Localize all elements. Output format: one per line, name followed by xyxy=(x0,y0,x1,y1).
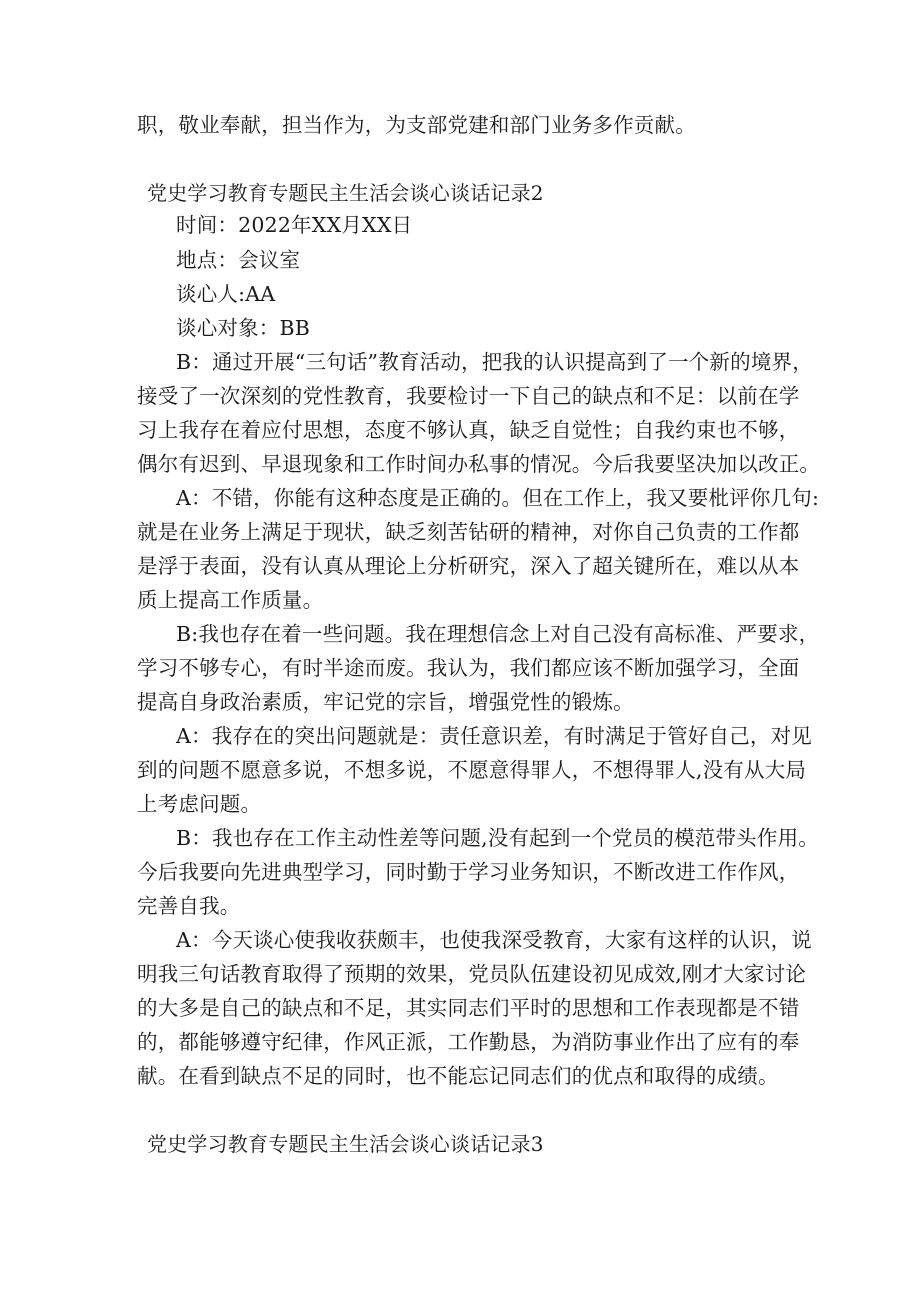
speaker: 谈心人:AA xyxy=(176,282,276,306)
paragraph-3-line: 提高自身政治素质，牢记党的宗旨，增强党性的锻炼。 xyxy=(137,690,634,714)
meeting-place: 地点：会议室 xyxy=(176,248,301,272)
paragraph-1-line: 偶尔有迟到、早退现象和工作时间办私事的情况。今后我要坚决加以改正。 xyxy=(137,452,821,476)
section-2-title: 党史学习教育专题民主生活会谈心谈话记录2 xyxy=(147,181,544,205)
section-3-title: 党史学习教育专题民主生活会谈心谈话记录3 xyxy=(147,1132,544,1156)
paragraph-6-line: 明我三句话教育取得了预期的效果，党员队伍建设初见成效,刚才大家讨论 xyxy=(137,962,807,986)
paragraph-5-line: 今后我要向先进典型学习，同时勤于学习业务知识，不断改进工作作风， xyxy=(137,860,800,884)
paragraph-2-line: 就是在业务上满足于现状，缺乏刻苦钻研的精神，对你自己负责的工作都 xyxy=(137,520,800,544)
paragraph-4-line: A：我存在的突出问题就是：责任意识差，有时满足于管好自己，对见 xyxy=(176,724,813,748)
paragraph-5-line: 完善自我。 xyxy=(137,894,241,918)
paragraph-4-line: 上考虑问题。 xyxy=(137,792,262,816)
paragraph-6-line: 的，都能够遵守纪律，作风正派，工作勤恳，为消防事业作出了应有的奉 xyxy=(137,1030,800,1054)
paragraph-2-line: 是浮于表面，没有认真从理论上分析研究，深入了超关键所在，难以从本 xyxy=(137,554,800,578)
conversation-target: 谈心对象：BB xyxy=(176,316,311,340)
paragraph-5-line: B：我也存在工作主动性差等问题,没有起到一个党员的模范带头作用。 xyxy=(176,826,819,850)
paragraph-6-line: A：今天谈心使我收获颇丰，也使我深受教育，大家有这样的认识，说 xyxy=(176,928,813,952)
paragraph-3-line: B:我也存在着一些问题。我在理想信念上对自己没有高标准、严要求， xyxy=(176,622,820,646)
paragraph-6-line: 献。在看到缺点不足的同时，也不能忘记同志们的优点和取得的成绩。 xyxy=(137,1064,779,1088)
meeting-time: 时间：2022年XX月XX日 xyxy=(176,213,413,237)
paragraph-2-line: A：不错，你能有这种态度是正确的。但在工作上，我又要枇评你几句: xyxy=(176,486,820,510)
paragraph-2-line: 质上提高工作质量。 xyxy=(137,588,324,612)
paragraph-1-line: 习上我存在着应付思想，态度不够认真，缺乏自觉性；自我约束也不够， xyxy=(137,418,800,442)
paragraph-1-line: B：通过开展“三句话”教育活动，把我的认识提高到了一个新的境界， xyxy=(176,350,813,374)
paragraph-1-line: 接受了一次深刻的党性教育，我要检讨一下自己的缺点和不足：以前在学 xyxy=(137,384,800,408)
paragraph-4-line: 到的问题不愿意多说，不想多说，不愿意得罪人，不想得罪人,没有从大局 xyxy=(137,758,807,782)
continuation-text: 职，敬业奉献，担当作为，为支部党建和部门业务多作贡献。 xyxy=(137,113,696,137)
paragraph-6-line: 的大多是自己的缺点和不足，其实同志们平时的思想和工作表现都是不错 xyxy=(137,996,800,1020)
paragraph-3-line: 学习不够专心，有时半途而废。我认为，我们都应该不断加强学习，全面 xyxy=(137,656,800,680)
